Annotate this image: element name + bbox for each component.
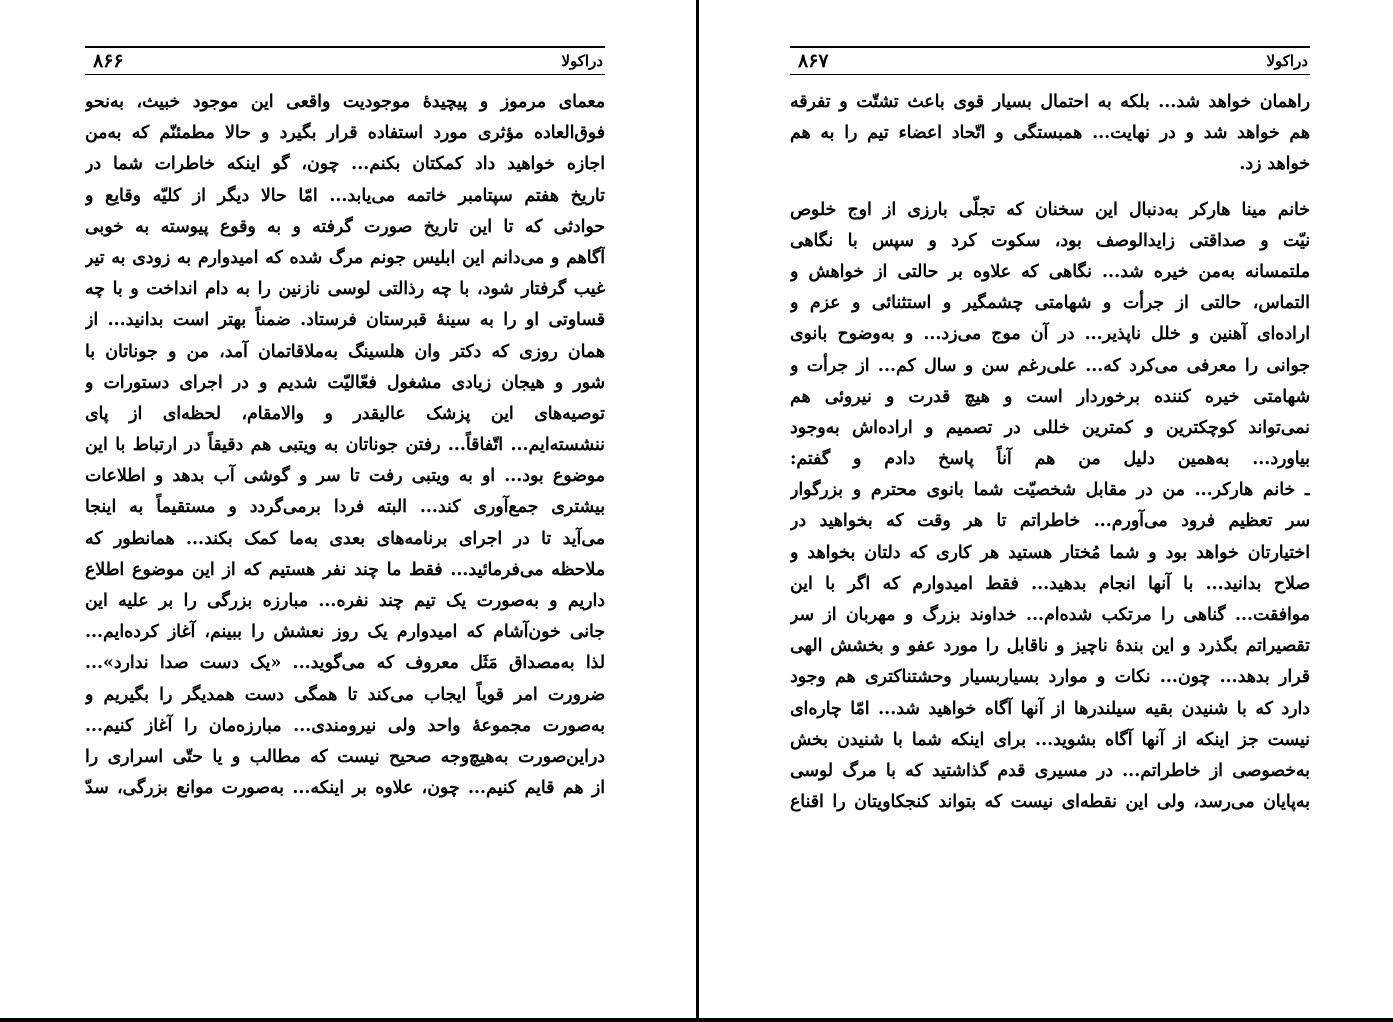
text-line: شهامتی خیره کننده برخوردار است و هیچ قدرت و نیروئی هم xyxy=(790,386,1310,407)
text-line: نیست جز اینکه از آنها آگاه بشوید... برای اینکه شما با شنیدن بخش xyxy=(790,729,1310,750)
text-line: سر تعظیم فرود می‌آورم... خاطراتم تا هر وقت که بخواهید در xyxy=(790,511,1310,532)
text-line: همان روزی که دکتر وان هلسینگ به‌ملاقاتمان آمد، من و جوناتان با xyxy=(85,341,605,362)
paragraph xyxy=(790,195,1310,476)
text-line: داریم و به‌صورت یک تیم چند نفره... مبارزه بزرگی را بر علیه این xyxy=(85,591,605,611)
text-line: راهمان خواهد شد... بلکه به احتمال بسیار قوی باعث تشتّت و تفرقه xyxy=(790,92,1310,112)
left-page-header xyxy=(85,46,605,75)
text-line: ـ خانم هارکر... من در مقابل شخصیّت شما بانوی محترم و بزرگوار xyxy=(790,480,1310,501)
text-line: غیب گرفتار شود، با چه رذالتی لوسی نازنین را به دام انداخت و با چه xyxy=(85,279,605,300)
text-line: تاریخ هفتم سپتامبر خاتمه می‌یابد... امّا حالا دیگر از کلیّه وقایع و xyxy=(85,185,605,206)
text-line: به‌صورت مجموعهٔ واحد ولی نیرومندی... مبارزه‌مان را آغاز کنیم... xyxy=(85,715,605,736)
text-line: اراده‌ای آهنین و خلل ناپذیر... در آن موج می‌زد... و به‌وضوح بانوی xyxy=(790,324,1310,345)
text-line: بیاورد... به‌همین دلیل من هم آناً پاسخ دادم و گفتم: xyxy=(790,449,1310,470)
text-line: خانم مینا هارکر به‌دنبال این سخنان که تجلّی بارزی از اوج خلوص xyxy=(790,199,1310,220)
text-line: می‌آید تا در اجرای برنامه‌های بعدی به‌ما کمک بکند... همانطور که xyxy=(85,528,605,549)
text-line: به‌خصوصی از خاطراتم... در مسیری قدم گذاشتید که با مرگ لوسی xyxy=(790,760,1310,781)
text-line: ملتمسانه به‌من خیره شد... نگاهی که علاوه بر حالتی از خواهش و xyxy=(790,261,1310,282)
right-page-body xyxy=(790,87,1310,818)
text-line: شور و هیجان زیادی مشغول فعّالیّت شدیم و در اجرای دستورات و xyxy=(85,372,605,393)
left-page-number: ۸۶۶ xyxy=(93,50,124,72)
text-line: نیّت و صداقتی زایدالوصف بود، سکوت کرد و سپس با نگاهی xyxy=(790,230,1310,251)
text-line: از هم قایم کنیم... چون، علاوه بر اینکه... به‌صورت موانع بزرگی، سدّ xyxy=(85,778,605,799)
right-running-title: دراکولا xyxy=(1266,52,1308,70)
text-line: قساوتی او را به سینهٔ قبرستان فرستاد. ضمناً بهتر است بدانید... از xyxy=(85,310,605,331)
text-line: دارد که با شنیدن بقیه سیلندرها از آنها آگاه خواهید شد... امّا چاره‌ای xyxy=(790,698,1310,719)
text-line: قرار بدهد... چون... نکات و موارد بسیاربسیار وحشتناکتری هم وجود xyxy=(790,667,1310,688)
text-line: بیشتری جمع‌آوری کند... البته فردا برمی‌گردد و مستقیماً به اینجا xyxy=(85,497,605,518)
text-line: معمای مرموز و پیچیدهٔ موجودیت واقعی این موجود خبیث، به‌نحو xyxy=(85,92,605,112)
text-line: اجازه خواهید داد کمکتان بکنم... چون، گو اینکه خاطرات شما در xyxy=(85,154,605,175)
right-page-number: ۸۶۷ xyxy=(798,50,829,72)
paragraph xyxy=(790,475,1310,818)
paragraph-gap xyxy=(790,181,1310,195)
left-page xyxy=(0,0,697,1017)
text-line: ضرورت امر قویاً ایجاب می‌کند تا همگی دست همدیگر را بگیریم و xyxy=(85,684,605,705)
page-bottom-edge xyxy=(0,1018,1393,1022)
text-line: هم خواهد شد و در نهایت... همبستگی و اتّحاد اعضاء تیم را به هم xyxy=(790,123,1310,144)
text-line: جانی خون‌آشام که امیدوارم یک روز نعشش را ببینم، آغاز کرده‌ایم... xyxy=(85,622,605,643)
text-line: نمی‌تواند کوچکترین و کمترین خللی در تصمیم و اراده‌اش به‌وجود xyxy=(790,417,1310,438)
text-line: دراین‌صورت به‌هیچ‌وجه صحیح نیست که مطالب و یا حتّی اسراری را xyxy=(85,746,605,767)
text-line: خواهد زد. xyxy=(1239,154,1310,175)
text-line: آگاهم و می‌دانم این ابلیس جونم مرگ شده که امیدوارم به زودی به تیر xyxy=(85,247,605,268)
text-line: جوانی را معرفی می‌کرد که... علی‌رغم سن و سال کم... از جرأت و xyxy=(790,355,1310,376)
text-line: صلاح بدانید... با آنها انجام بدهید... فقط امیدوارم که اگر با این xyxy=(790,573,1310,594)
paragraph xyxy=(790,87,1310,181)
text-line: التماس، حالتی از جرأت و شهامتی چشمگیر و استثنائی و عزم و xyxy=(790,293,1310,314)
left-page-body xyxy=(85,87,605,804)
text-line: موافقت... گناهی را مرتکب شده‌ام... خداوند بزرگ و مهربان از سر xyxy=(790,605,1310,625)
text-line: لذا به‌مصداق مَثَل معروف که می‌گوید... «یک دست صدا ندارد»... xyxy=(85,653,605,674)
text-line: تقصیراتم بگذرد و این بندهٔ ناچیز و ناقابل را مورد عفو و بخشش الهی xyxy=(790,636,1310,657)
text-line: ننشسته‌ایم... اتّفاقاً... رفتن جوناتان به ویتبی هم دقیقاً در ارتباط با این xyxy=(85,435,605,456)
text-line: به‌پایان می‌رسد، ولی این نقطه‌ای نیست که بتواند کنجکاویتان را اقناع xyxy=(790,792,1310,813)
right-page-header xyxy=(790,46,1310,75)
text-line: اختیارتان خواهد بود و شما مُختار هستید هر کاری که دلتان بخواهد و xyxy=(790,542,1310,563)
text-line: ملاحظه می‌فرمائید... فقط ما چند نفر هستیم که از این موضوع اطلاع xyxy=(85,559,605,580)
text-line: توصیه‌های این پزشک عالیقدر و والامقام، لحظه‌ای از پای xyxy=(85,403,605,424)
text-line: موضوع بود... او به ویتبی رفت تا سر و گوشی آب بدهد و اطلاعات xyxy=(85,466,605,487)
text-line: حوادثی که تا این تاریخ صورت گرفته و به وقوع پیوسته به خوبی xyxy=(85,216,605,237)
left-running-title: دراکولا xyxy=(561,52,603,70)
right-page xyxy=(699,0,1393,1017)
text-line: فوق‌العاده مؤثری مورد استفاده قرار بگیرد و حالا مطمئنّم که به‌من xyxy=(85,123,605,144)
